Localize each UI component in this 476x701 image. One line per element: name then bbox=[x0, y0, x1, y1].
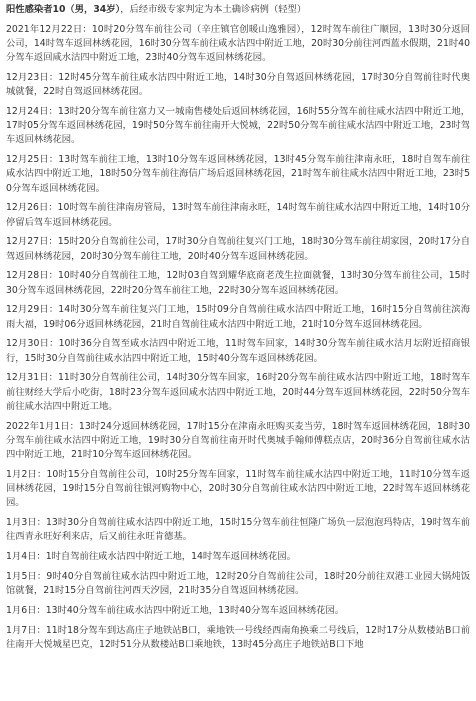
paragraph-12-30: 12月30日：10时36分自驾至咸水沽四中附近工地，11时驾车回家，14时30分驾车前往咸水沽月坛附近招商银行，15时30分自驾前往咸水沽四中附近工地，15时40分驾车返回林绣花园。 bbox=[6, 338, 470, 364]
paragraph-12-26: 12月26日：10时驾车前往津南房管局，13时驾车前往津南永旺，14时驾车前往咸水沽四中附近工地，14时10分停留后驾车返回林绣花园。 bbox=[6, 202, 470, 228]
paragraph-12-25: 12月25日：13时驾车前往工地，13时10分驾车返回林绣花园，13时45分驾车前往津南永旺，18时自驾车前往咸水沽四中附近工地，18时50分驾车前往海信广场后返回林绣花园，21时驾车前往咸水沽四中附近工地，23时50分驾车返回林绣花园。 bbox=[6, 154, 470, 194]
paragraph-01-06: 1月6日：13时40分驾车前往咸水沽四中附近工地，13时40分驾车返回林绣花园。 bbox=[6, 604, 345, 616]
case-title: 阳性感染者10（男，34岁） bbox=[6, 4, 121, 15]
paragraph-12-29: 12月29日：14时30分驾车前往复兴门工地，15时09分自驾前往咸水沽四中附近工地，16时15分自驾前往滨海雨大福，19时06分返回林绣花园，21时自驾前往咸水沽四中附近工地，21时10分驾车返回林绣花园。 bbox=[6, 304, 470, 330]
case-trajectory-text bbox=[6, 3, 470, 652]
paragraph-01-03: 1月3日：13时30分自驾前往咸水沽四中附近工地，15时15分驾车前往恒隆广场负一层泡泡玛特店，19时驾车前往西青永旺好利来店，后又前往永旺肯德基。 bbox=[6, 517, 470, 543]
paragraph-12-23: 12月23日：12时45分驾车前往咸水沽四中附近工地，14时30分自驾返回林绣花园，17时30分自驾前往时代奥城就餐，22时自驾返回林绣花园。 bbox=[6, 72, 470, 98]
paragraph-12-27: 12月27日：15时20分自驾前往公司，17时30分自驾前往复兴门工地，18时30分驾车前往胡家园，20时17分自驾返回林绣花园，20时30分驾车前往工地，20时40分驾车返回林绣花园。 bbox=[6, 236, 470, 262]
paragraph-2022-01-01: 2022年1月1日：13时24分返回林绣花园，17时15分在津南永旺购买麦当劳，18时驾车返回林绣花园，18时30分驾车前往咸水沽四中附近工地，19时30分自驾前往南开时代奥城手翰师傅糕点店，20时36分自驾前往咸水沽四中附近工地，21时10分驾车返回林绣花园。 bbox=[6, 420, 470, 461]
paragraph-01-07: 1月7日：11时18分驾车到达高庄子地铁站B口，乘地铁一号线经西南角换乘二号线后，12时17分从数楼站B口前往南开大悦城星巴克，12时51分从数楼站B口乘地铁，13时45分高庄子地铁站B口下地 bbox=[6, 624, 470, 650]
paragraph-01-05: 1月5日：9时40分自驾前往咸水沽四中附近工地，12时20分自驾前往公司，18时20分前往双港工业园大锅炖饭馆就餐，21时15分自驾前往河西天汐园，21时35分自驾返回林绣花园。 bbox=[6, 570, 470, 597]
paragraph-12-28: 12月28日：10时40分自驾前往工地，12时03自驾到耀华底商老茂生拉面就餐，13时30分驾车前往公司，15时30分驾车返回林绣花园，22时20分驾车前往工地，22时30分驾车返回林绣花园。 bbox=[6, 270, 470, 296]
paragraph-2021-12-22: 2021年12月22日：10时20分驾车前往公司（辛庄镇官创暖山逸雅园），12时驾车前往广顺园，13时30分返回公司，14时驾车返回林绣花园，16时30分驾车前往咸水沽四中附近工地，20时30分前往河西蓝水假期，21时40分驾车返回咸水沽四中附近工地，23时40分驾车返回林绣花园。 bbox=[6, 23, 470, 64]
paragraph-01-04: 1月4日：1时自驾前往咸水沽四中附近工地，14时驾车返回林绣花园。 bbox=[6, 551, 296, 563]
paragraph-12-31: 12月31日：11时30分自驾前往公司，14时30分驾车回家，16时20分驾车前往咸水沽四中附近工地，18时驾车前往财经大学后小吃街，18时23分驾车返回咸水沽四中附近工地，20时44分驾车返回林绣花园，22时50分驾车前往咸水沽四中附近工地。 bbox=[6, 372, 470, 412]
case-note: ，后经市级专家判定为本土确诊病例（轻型） bbox=[120, 4, 307, 15]
paragraph-12-24: 12月24日：13时20分驾车前往富力又一城南售楼处后返回林绣花园，16时55分驾车前往咸水沽四中附近工地，17时05分驾车返回林绣花园，19时50分驾车前往南开大悦城，22时50分驾车前往咸水沽四中附近工地，23时驾车返回林绣花园。 bbox=[6, 106, 470, 146]
paragraph-01-02: 1月2日：10时15分自驾前往公司，10时25分驾车回家，11时驾车前往咸水沽四中附近工地，11时10分驾车返回林绣花园，19时15分自驾前往银河购物中心，20时30分自驾前往咸水沽四中附近工地，22时驾车返回林绣花园。 bbox=[6, 468, 470, 509]
case-header bbox=[6, 3, 470, 17]
